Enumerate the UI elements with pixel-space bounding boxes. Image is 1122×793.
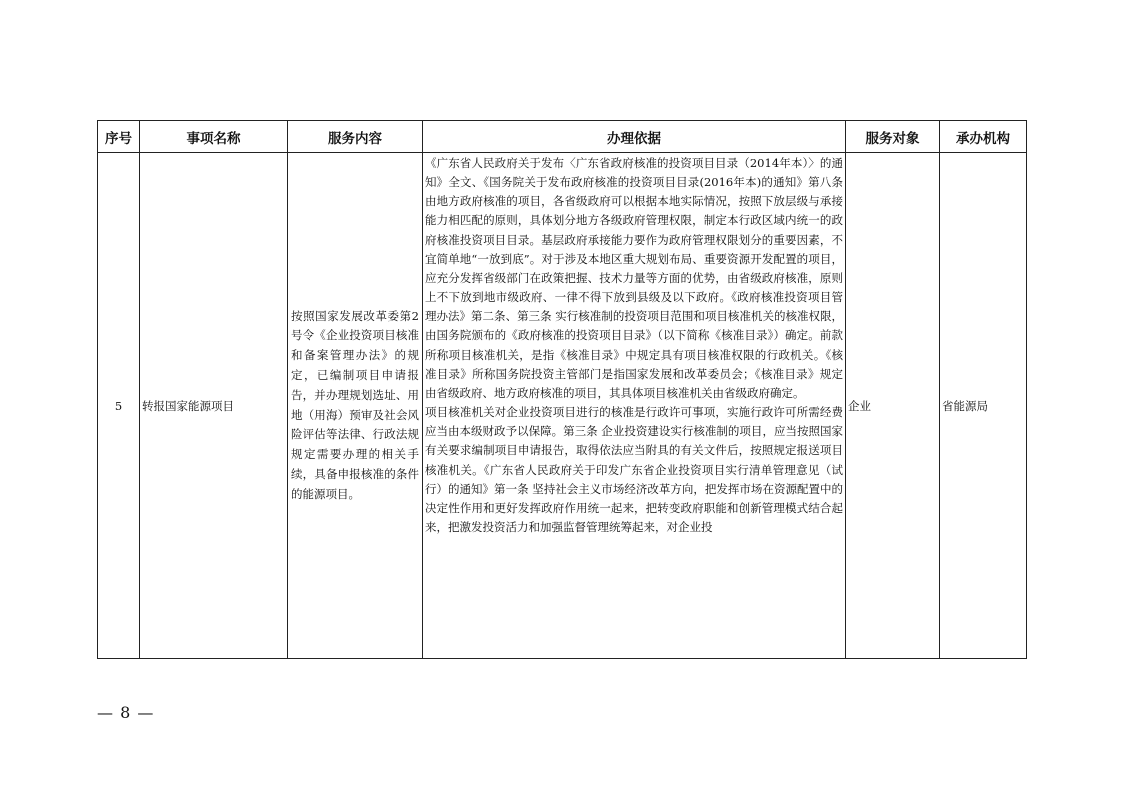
basis-paragraph: 项目核准机关对企业投资项目进行的核准是行政许可事项，实施行政许可所需经费应当由本级财政予以保障。第三条 企业投资建设实行核准制的项目，应当按照国家有关要求编制项目申请报告，取得依法应当附具的有关文件后，按照规定报送项目核准机关。《广东省人民政府关于印发广东省企业投资项目实行清单管理意见（试行）的通知》第一条 坚持社会主义市场经济改革方向，把发挥市场在资源配置中的决定性作用和更好发挥政府作用统一起来，把转变政府职能和创新管理模式结合起来，把激发投资活力和加强监督管理统筹起来，对企业投 xyxy=(425,405,843,534)
page-number: — 8 — xyxy=(97,703,155,722)
basis-cell xyxy=(423,153,846,659)
header-service-content: 服务内容 xyxy=(288,121,423,153)
header-no: 序号 xyxy=(98,121,140,153)
item-name: 转报国家能源项目 xyxy=(140,153,288,659)
basis-paragraph: 《广东省人民政府关于发布〈广东省政府核准的投资项目目录（2014年本）〉的通知》全文、《国务院关于发布政府核准的投资项目目录(2016年本)的通知》第八条 由地方政府核准的项目，各省级政府可以根据本地实际情况，按照下放层级与承接能力相匹配的原则，具体划分地方各级政府管理权限，制定本行政区域内统一的政府核准投资项目目录。基层政府承接能力要作为政府管理权限划分的重要因素，不宜简单地“一放到底”。对于涉及本地区重大规划布局、重要资源开发配置的项目，应充分发挥省级部门在政策把握、技术力量等方面的优势，由省级政府核准，原则上不下放到地市级政府、一律不得下放到县级及以下政府。《政府核准投资项目管理办法》第二条、第三条 实行核准制的投资项目范围和项目核准机关的核准权限，由国务院颁布的《政府核准的投资项目目录》（以下简称《核准目录》）确定。前款所称项目核准机关，是指《核准目录》中规定具有项目核准权限的行政机关。《核准目录》所称国务院投资主管部门是指国家发展和改革委员会；《核准目录》规定由省级政府、地方政府核准的项目，其具体项目核准机关由省级政府确定。 xyxy=(425,156,843,400)
service-content: 按照国家发展改革委第2号令《企业投资项目核准和备案管理办法》的规定，已编制项目申请报告，并办理规划选址、用地（用海）预审及社会风险评估等法律、行政法规规定需要办理的相关手续，具备申报核准的条件的能源项目。 xyxy=(288,153,423,659)
header-item-name: 事项名称 xyxy=(140,121,288,153)
agency: 省能源局 xyxy=(940,153,1027,659)
table-row xyxy=(98,153,1027,659)
header-basis: 办理依据 xyxy=(423,121,846,153)
header-service-target: 服务对象 xyxy=(846,121,940,153)
table-header-row xyxy=(98,121,1027,153)
header-agency: 承办机构 xyxy=(940,121,1027,153)
service-target: 企业 xyxy=(846,153,940,659)
row-number: 5 xyxy=(98,153,140,659)
service-items-table xyxy=(97,120,1027,659)
